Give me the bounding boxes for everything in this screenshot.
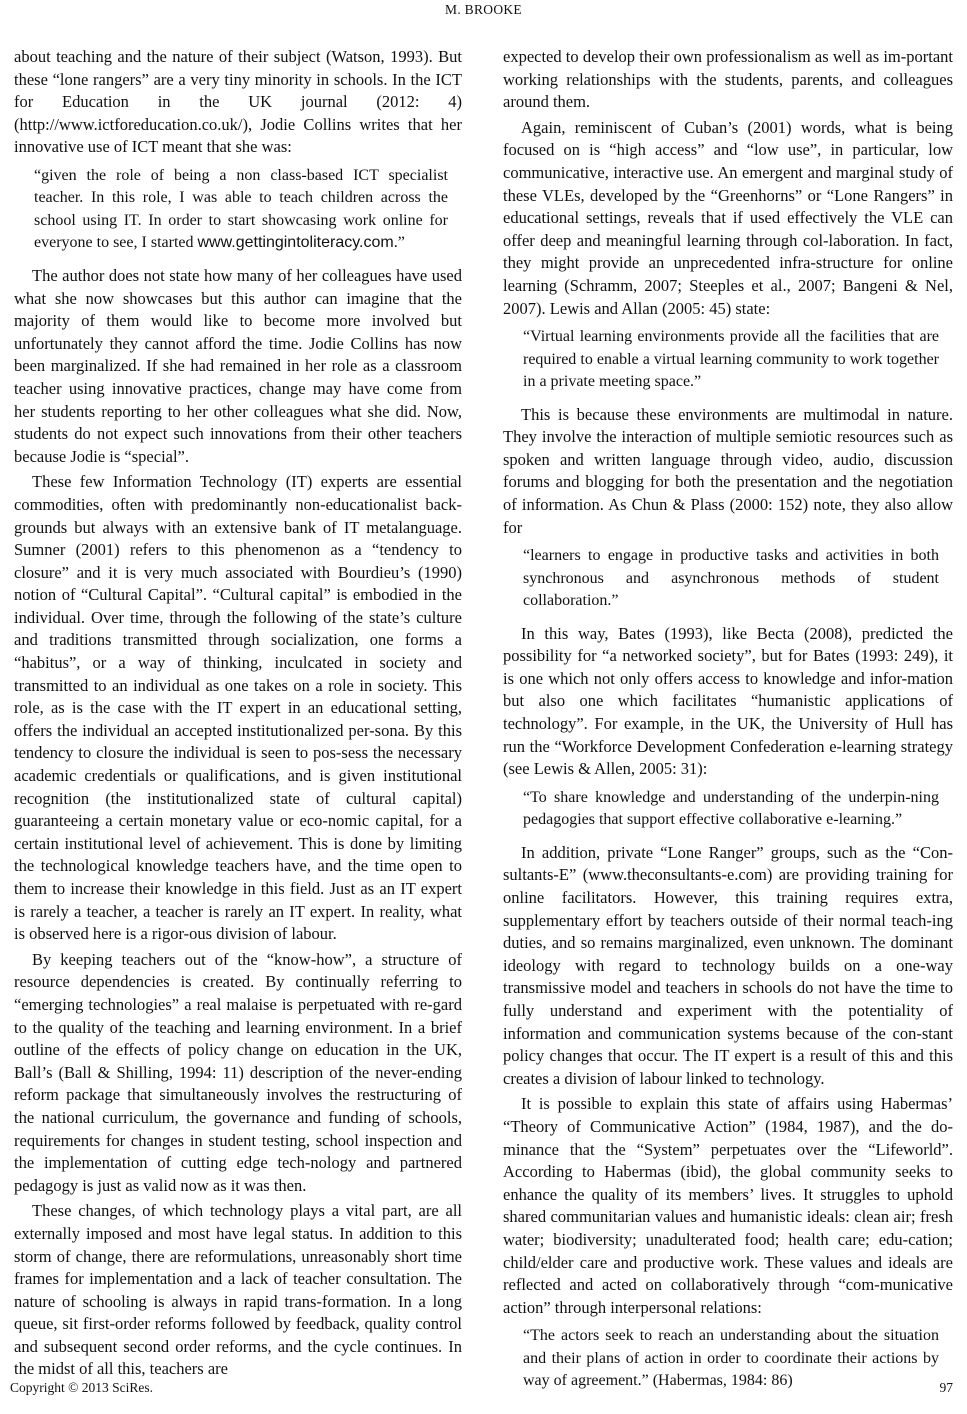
right-column: [503, 46, 953, 1403]
paragraph: Again, reminiscent of Cuban’s (2001) words, what is being focused on is “high access” and “low use”, in particular, low communicative, interactive use. An emergent and marginal study of these VLEs, developed by the “Greenhorns” or “Lone Rangers” in educational settings, reveals that if used effectively the VLE can offer deep and meaningful learning through col-laboration. In fact, they might provide an unprecedented infra-structure for online learning (Schramm, 2007; Steeples et al., 2007; Bangeni & Nel, 2007). Lewis and Allan (2005: 45) state:: [503, 117, 953, 318]
paragraph: These changes, of which technology plays a vital part, are all externally imposed and most have legal status. In addition to this storm of change, there are reformulations, unreasonably short time frames for implementation and a lack of teacher consultation. The nature of schooling is always in rapid trans-formation. In a long queue, sit first-order reforms followed by feedback, quality control and subsequent second order reforms, and the cycle continues. In the midst of all this, teachers are: [14, 1201, 462, 1379]
paragraph: In addition, private “Lone Ranger” groups, such as the “Con-sultants-E” (www.theconsultants-e.com) are providing training for online facilitators. However, this training requires extra, supplementary effort by teachers outside of their normal teach-ing duties, and so remains marginalized, even unknown. The dominant ideology with regard to technology builds on a one-way transmissive model and teachers in schools do not have the time to fully understand and experiment with the potentiality of information and communication systems because of the con-stant policy changes that occur. The IT expert is a result of this and this creates a division of labour linked to technology.: [503, 842, 953, 1088]
left-column: [14, 46, 462, 1384]
block-quote: “To share knowledge and understanding of the underpin-ning pedagogies that support effective collaborative e-learning.”: [523, 788, 939, 829]
quote-text: “given the role of being a non class-based ICT specialist teacher. In this role, I was able to teach children across the school using IT. In order to start showcasing work online for everyone to see, I started: [34, 166, 448, 252]
block-quote: “Virtual learning environments provide all the facilities that are required to enable a virtual learning community to work together in a private meeting space.”: [523, 328, 939, 391]
paragraph: This is because these environments are multimodal in nature. They involve the interaction of multiple semiotic resources such as spoken and written language through video, audio, discussion forums and blogging for both the presentation and the negotiation of information. As Chun & Plass (2000: 152) note, they also allow for: [503, 404, 953, 537]
block-quote: [34, 165, 448, 255]
paragraph: The author does not state how many of her colleagues have used what she now showcases but this author can imagine that the majority of them would like to become more involved but unfortunately they cannot afford the time. Jodie Collins has now been marginalized. If she had remained in her role as a classroom teacher using innovative practices, change may have come from her students reporting to her other colleagues what she did. Now, students do not expect such innovations from their other teachers because Jodie is “special”.: [14, 265, 462, 466]
paragraph: These few Information Technology (IT) experts are essential commodities, often with predominantly non-educationalist back-grounds but always with an extensive bank of IT metalanguage. Sumner (2001) refers to this phenomenon as a “tendency to closure” and it is very much associated with Bourdieu’s (1990) notion of “Cultural Capital”. “Cultural capital” is embodied in the individual. Over time, through the following of the state’s culture and traditions transmitted through socialization, one forms a “habitus”, or a way of thinking, inculcated in society and transmitted to an individual as one takes on a role in society. This role, as is the case with the IT expert in an educational setting, offers the individual an accepted institutionalized per-sona. By this tendency to closure the individual is seen to pos-sess the necessary academic credentials or qualifications, and is given institutional recognition (the institutionalized state of cultural capital) guaranteeing a certain monetary value or eco-nomic capital, for a certain institutional level of achievement. This is done by limiting the technological knowledge teachers have, and the time open to them to increase their knowledge in this field. Just as an IT expert is rarely a teacher, a teacher is rarely an IT expert. In reality, what is observed here is a rigor-ous division of labour.: [14, 472, 462, 944]
running-head: M. BROOKE: [445, 2, 522, 17]
quote-url: www.gettingintoliteracy.com: [197, 234, 394, 252]
block-quote: “learners to engage in productive tasks and activities in both synchronous and asynchronous methods of student collaboration.”: [523, 547, 939, 610]
paragraph: It is possible to explain this state of affairs using Habermas’ “Theory of Communicative Action” (1984, 1987), and the do-minance that the “System” perpetuates over the “Lifeworld”. According to Habermas (ibid), the global community seeks to enhance the quality of its members’ lives. It struggles to uphold shared communitarian values and humanistic ideals: clean air; fresh water; biodiversity; unadulterated food; health care; edu-cation; child/elder care and productive work. These values and ideals are reflected and acted on collaboratively through “com-municative action” through interpersonal relations:: [503, 1094, 953, 1317]
copyright-footer: Copyright © 2013 SciRes.: [10, 1380, 154, 1395]
page-number: 97: [939, 1380, 953, 1395]
block-quote: “The actors seek to reach an understanding about the situation and their plans of action in order to coordinate their actions by way of agreement.” (Habermas, 1984: 86): [523, 1327, 939, 1390]
paragraph: expected to develop their own professionalism as well as im-portant working relationships with the students, parents, and colleagues around them.: [503, 47, 953, 112]
paragraph: In this way, Bates (1993), like Becta (2008), predicted the possibility for “a networked society”, but for Bates (1993: 249), it is one which not only offers access to knowledge and infor-mation but also one which facilitates “humanistic applications of technology”. For example, in the UK, the University of Hull has run the “Workforce Development Confederation e-learning strategy (see Lewis & Allen, 2005: 31):: [503, 623, 953, 779]
paragraph: By keeping teachers out of the “know-how”, a structure of resource dependencies is created. By continually referring to “emerging technologies” a real malaise is perpetuated with re-gard to the quality of the teaching and learning environment. In a brief outline of the effects of policy change on education in the UK, Ball’s (Ball & Shilling, 1994: 11) description of the never-ending reform package that simultaneously involves the restructuring of the national curriculum, the governance and funding of schools, requirements for changes in student testing, school inspection and the implementation of cutting edge tech-nology and partnered pedagogy is just as valid now as it was then.: [14, 949, 462, 1195]
quote-end: .”: [393, 234, 405, 252]
paragraph: about teaching and the nature of their subject (Watson, 1993). But these “lone rangers” are a very tiny minority in schools. In the ICT for Education in the UK journal (2012: 4) (http://www.ictforeducation.co.uk/), Jodie Collins writes that her innovative use of ICT meant that she was:: [14, 47, 462, 157]
